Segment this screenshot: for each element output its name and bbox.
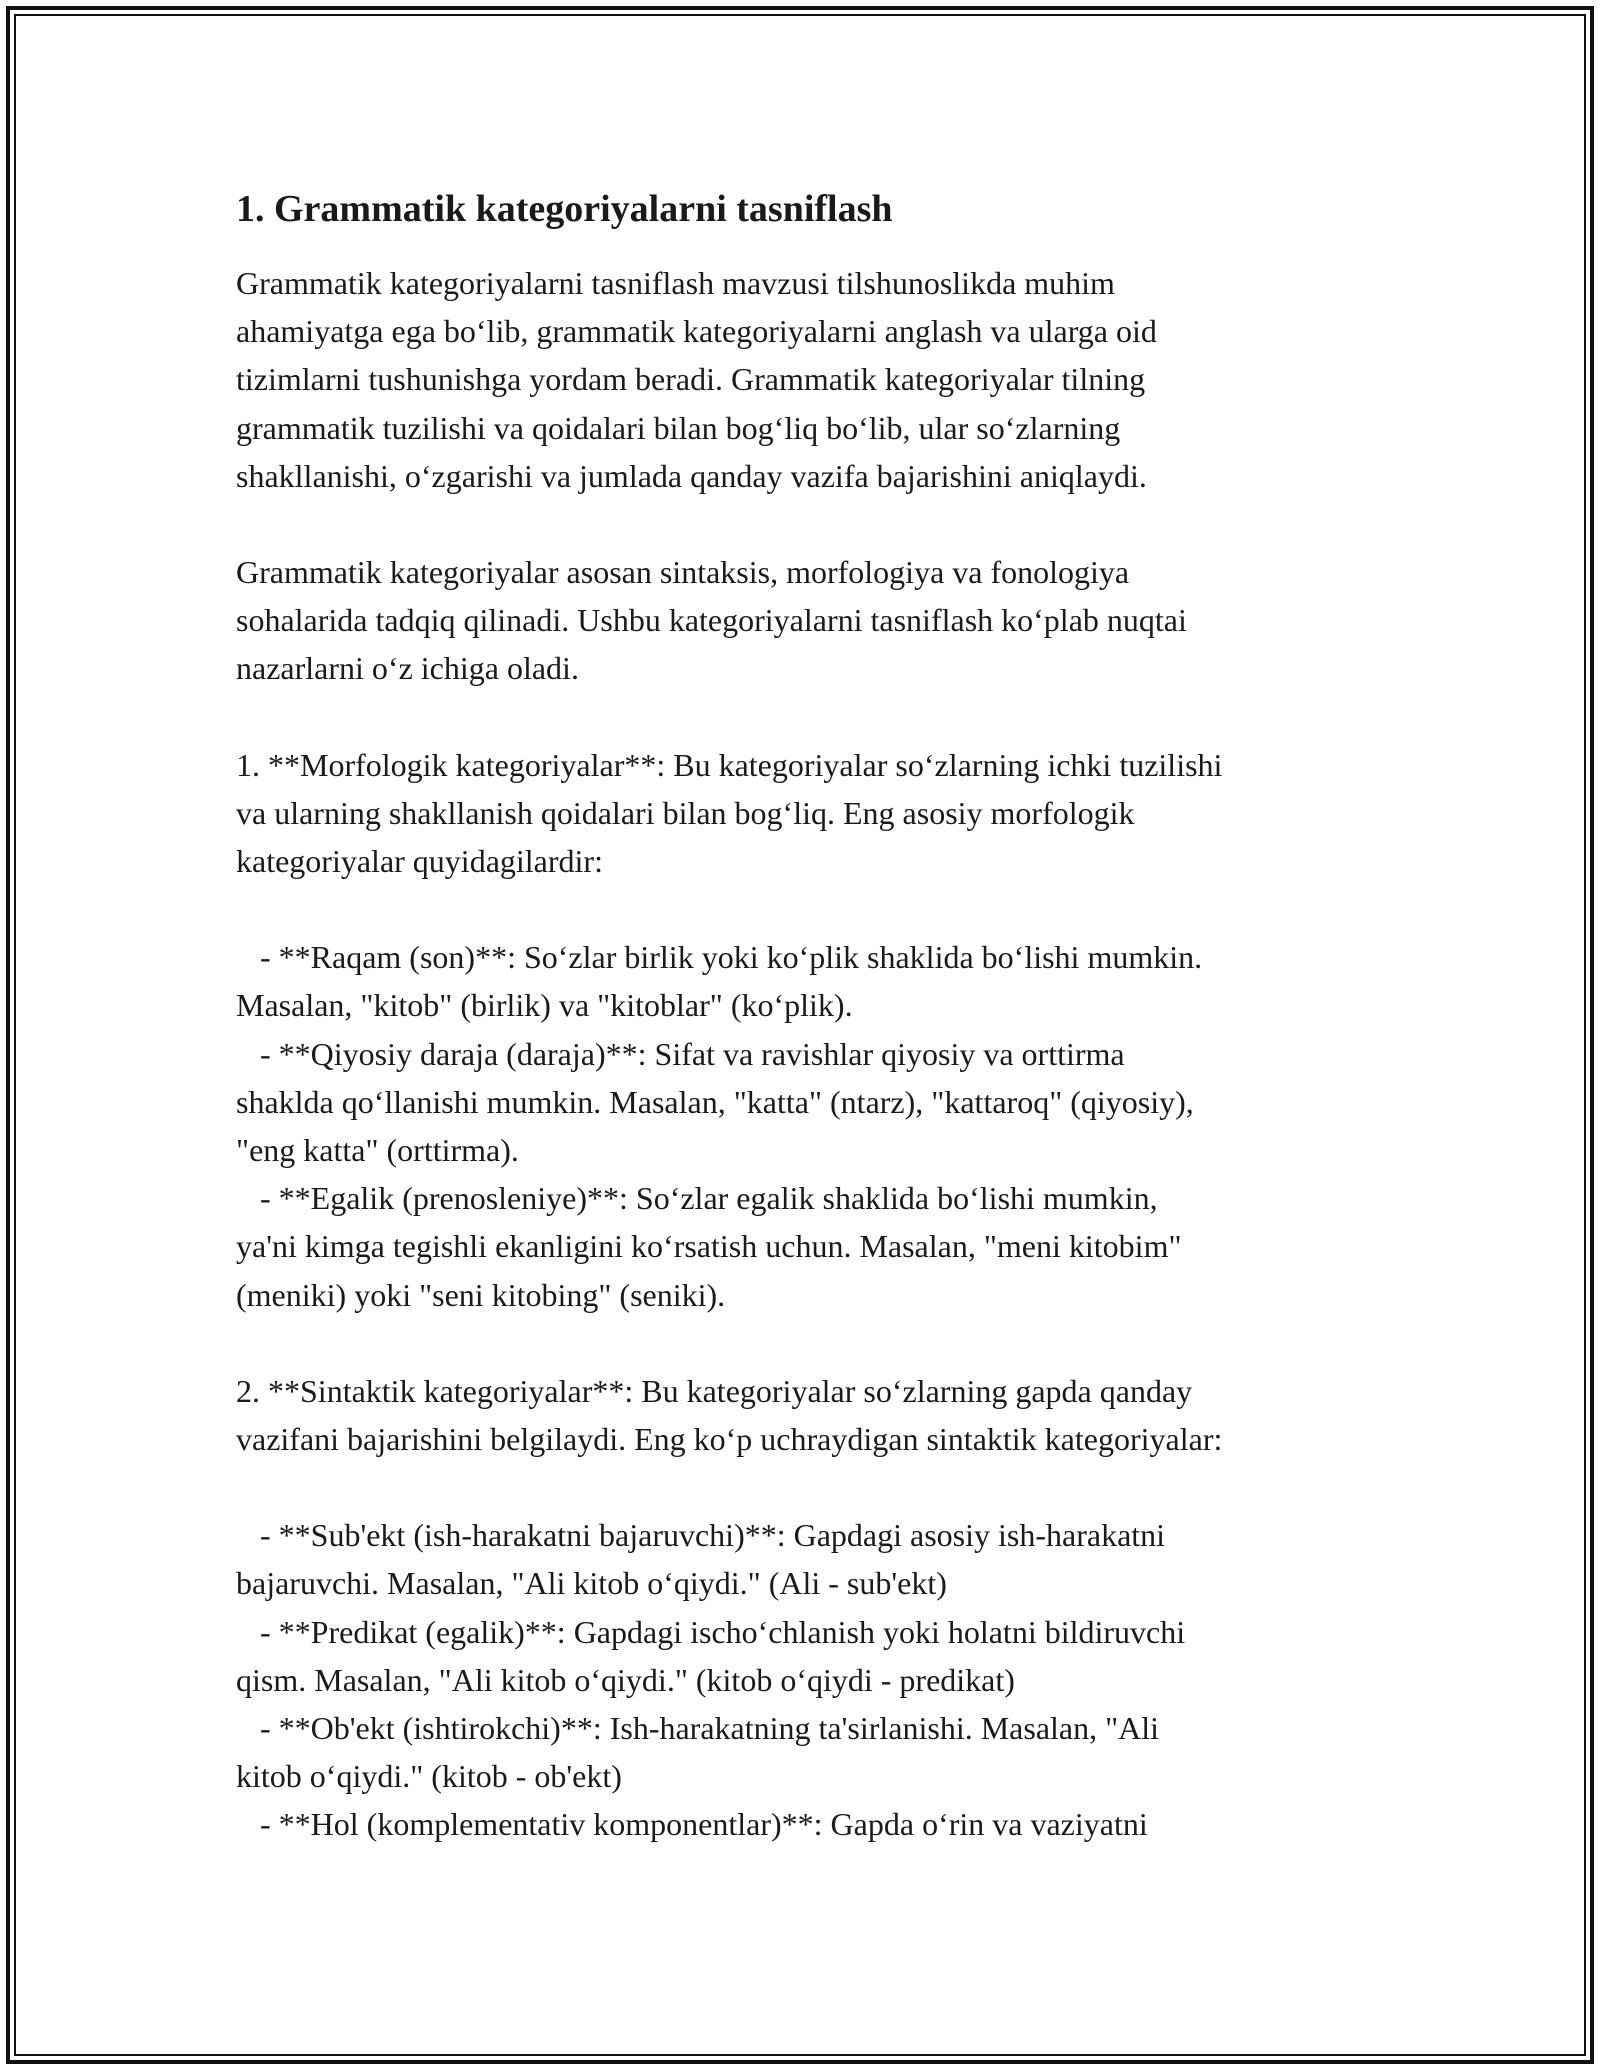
syntactic-list: - **Sub'ekt (ish-harakatni bajaruvchi)**: Gapdagi asosiy ish-harakatni bajaruvchi. Masalan, "Ali kitob o‘qiydi." (Ali - sub'ekt) - **Predikat (egalik)**: Gapdagi ischo‘chlanish yoki holatni bildiruvchi qism. Masalan, "Ali kitob o‘qiydi." (kitob o‘qiydi - predikat) - **Ob'ekt (ishtirokchi)**: Ish-harakatning ta'sirlanishi. Masalan, "Ali kitob o‘qiydi." (kitob - ob'ekt) - **Hol (komplementativ komponentlar)**: Gapda o‘rin va vaziyatni xyxy=(236,1517,1186,1843)
morphological-heading-paragraph: 1. **Morfologik kategoriyalar**: Bu kategoriyalar so‘zlarning ichki tuzilishi va ularning shakllanish qoidalari bilan bog‘liq. Eng asosiy morfologik kategoriyalar quyidagilardir: xyxy=(236,746,1223,880)
fields-paragraph: Grammatik kategoriyalar asosan sintaksis, morfologiya va fonologiya sohalarida tadqiq qilinadi. Ushbu kategoriyalarni tasniflash ko‘plab nuqtai nazarlarni o‘z ichiga oladi. xyxy=(236,554,1187,687)
paragraph-gap xyxy=(236,1463,1386,1511)
morphological-list: - **Raqam (son)**: So‘zlar birlik yoki ko‘plik shaklida bo‘lishi mumkin. Masalan, "kitob" (birlik) va "kitoblar" (ko‘plik). - **Qiyosiy daraja (daraja)**: Sifat va ravishlar qiyosiy va orttirma shaklda qo‘llanishi mumkin. Masalan, "katta" (ntarz), "kattaroq" (qiyosiy), "eng katta" (orttirma). - **Egalik (prenosleniye)**: So‘zlar egalik shaklida bo‘lishi mumkin, ya'ni kimga tegishli ekanligini ko‘rsatish uchun. Masalan, "meni kitobim" (meniki) yoki "seni kitobing" (seniki). xyxy=(236,939,1203,1313)
document-body xyxy=(236,185,1386,1849)
syntactic-heading-paragraph: 2. **Sintaktik kategoriyalar**: Bu kategoriyalar so‘zlarning gapda qanday vazifani bajarishini belgilaydi. Eng ko‘p uchraydigan sintaktik kategoriyalar: xyxy=(236,1372,1223,1458)
paragraph-gap xyxy=(236,1319,1386,1367)
paragraph-gap xyxy=(236,500,1386,548)
paragraph-gap xyxy=(236,693,1386,741)
intro-paragraph: Grammatik kategoriyalarni tasniflash mavzusi tilshunoslikda muhim ahamiyatga ega bo‘lib, grammatik kategoriyalarni anglash va ularga oid tizimlarni tushunishga yordam beradi. Grammatik kategoriyalar tilning grammatik tuzilishi va qoidalari bilan bog‘liq bo‘lib, ular so‘zlarning shakllanishi, o‘zgarishi va jumlada qanday vazifa bajarishini aniqlaydi. xyxy=(236,265,1157,494)
document-title: 1. Grammatik kategoriyalarni tasniflash xyxy=(236,188,893,230)
paragraph-gap xyxy=(236,885,1386,933)
